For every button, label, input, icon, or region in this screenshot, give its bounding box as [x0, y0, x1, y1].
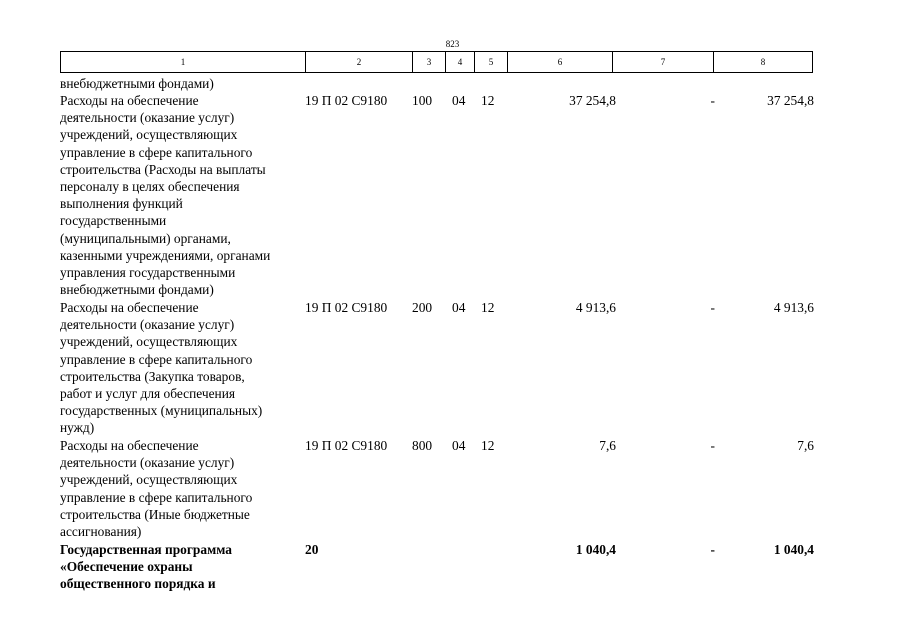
row-value-col7: - [710, 93, 715, 108]
row-description [60, 541, 305, 593]
continuation-text: внебюджетными фондами) [60, 76, 214, 91]
description-line: деятельности (оказание услуг) [60, 455, 235, 471]
description-line: Государственная программа [60, 542, 232, 557]
description-line: общественного порядка и [60, 576, 216, 592]
row-value-col8: 7,6 [797, 438, 814, 453]
row-subsection: 12 [481, 438, 495, 453]
row-code: 19 П 02 С9180 [305, 300, 388, 315]
column-header-6: 6 [508, 52, 613, 73]
description-line: ассигнования) [60, 524, 142, 540]
row-value-col7: - [710, 300, 715, 315]
row-value-col8: 4 913,6 [773, 300, 814, 315]
column-header-4: 4 [446, 52, 475, 73]
row-code: 19 П 02 С9180 [305, 438, 388, 453]
description-line: Расходы на обеспечение [60, 438, 199, 453]
column-header-table [60, 51, 813, 73]
row-description [60, 299, 305, 437]
row-code: 20 [305, 542, 319, 557]
row-subsection: 12 [481, 300, 495, 315]
row-section: 04 [452, 438, 466, 453]
row-value-col7: - [710, 542, 715, 557]
description-line: Расходы на обеспечение [60, 93, 199, 108]
description-line: строительства (Расходы на выплаты [60, 161, 266, 177]
description-line: выполнения функций [60, 196, 183, 212]
description-line: учреждений, осуществляющих [60, 127, 238, 143]
row-code: 19 П 02 С9180 [305, 93, 388, 108]
row-value-col6: 37 254,8 [569, 93, 616, 108]
description-line: нужд) [60, 420, 95, 436]
description-line: «Обеспечение охраны [60, 559, 193, 575]
column-header-2: 2 [306, 52, 413, 73]
row-value-col6: 7,6 [599, 438, 616, 453]
description-line: учреждений, осуществляющих [60, 472, 238, 488]
row-value-col6: 4 913,6 [575, 300, 616, 315]
description-line: строительства (Закупка товаров, [60, 368, 245, 384]
description-line: внебюджетными фондами) [60, 282, 214, 298]
description-line: казенными учреждениями, органами [60, 247, 271, 263]
description-line: деятельности (оказание услуг) [60, 317, 235, 333]
description-line: работ и услуг для обеспечения [60, 386, 236, 402]
description-line: управления государственными [60, 265, 236, 281]
description-line: управление в сфере капитального [60, 144, 253, 160]
page-number: 823 [445, 39, 460, 49]
row-subsection: 12 [481, 93, 495, 108]
row-value-col8: 37 254,8 [767, 93, 814, 108]
description-line: строительства (Иные бюджетные [60, 506, 250, 522]
row-value-col6: 1 040,4 [575, 542, 616, 557]
description-line: управление в сфере капитального [60, 489, 253, 505]
row-expense-type: 200 [412, 300, 433, 315]
description-line: государственными [60, 213, 167, 229]
column-header-8: 8 [714, 52, 813, 73]
description-line: управление в сфере капитального [60, 351, 253, 367]
column-header-3: 3 [413, 52, 446, 73]
column-header-1: 1 [61, 52, 306, 73]
row-expense-type: 100 [412, 93, 433, 108]
row-description [60, 437, 305, 540]
column-header-5: 5 [475, 52, 508, 73]
row-expense-type: 800 [412, 438, 433, 453]
description-line: (муниципальными) органами, [60, 230, 231, 246]
row-section: 04 [452, 93, 466, 108]
description-line: учреждений, осуществляющих [60, 334, 238, 350]
row-value-col7: - [710, 438, 715, 453]
description-line: государственных (муниципальных) [60, 403, 263, 419]
row-value-col8: 1 040,4 [773, 542, 814, 557]
description-line: деятельности (оказание услуг) [60, 110, 235, 126]
row-section: 04 [452, 300, 466, 315]
row-description [60, 92, 305, 298]
column-header-7: 7 [613, 52, 714, 73]
description-line: Расходы на обеспечение [60, 300, 199, 315]
description-line: персоналу в целях обеспечения [60, 179, 240, 195]
